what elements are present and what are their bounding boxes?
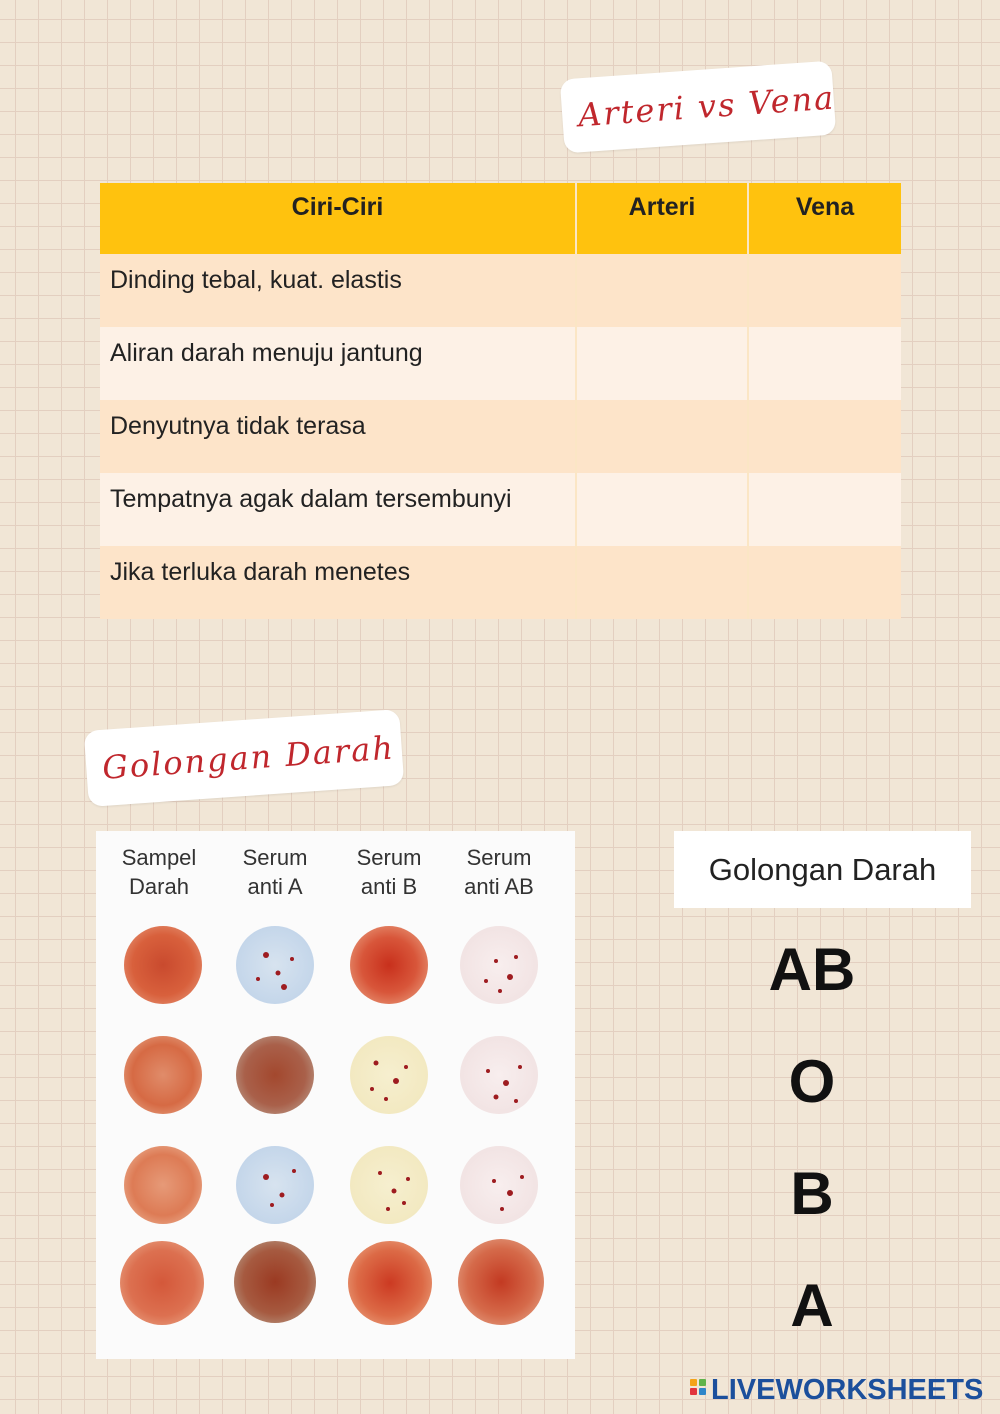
table-row <box>100 473 901 546</box>
column-label-serum-anti-ab: Serum anti AB <box>464 845 534 899</box>
arteri-answer-cell[interactable] <box>576 400 748 473</box>
table-header-row <box>100 183 901 254</box>
header-arteri: Arteri <box>576 183 748 254</box>
header-vena: Vena <box>748 183 901 254</box>
table-row <box>100 400 901 473</box>
table-row <box>100 327 901 400</box>
row-characteristic: Denyutnya tidak terasa <box>100 400 576 473</box>
vena-answer-cell[interactable] <box>748 327 901 400</box>
row-characteristic: Dinding tebal, kuat. elastis <box>100 254 576 327</box>
arteri-vena-title-tag: Arteri vs Vena <box>560 61 836 154</box>
arteri-answer-cell[interactable] <box>576 254 748 327</box>
arteri-answer-cell[interactable] <box>576 473 748 546</box>
answer-drop-box[interactable] <box>674 831 971 908</box>
vena-answer-cell[interactable] <box>748 254 901 327</box>
liveworksheets-logo <box>690 1374 983 1406</box>
option-a[interactable]: A <box>790 1272 834 1339</box>
header-ciri-ciri: Ciri-Ciri <box>100 183 576 254</box>
agglutination-specks <box>96 831 575 1359</box>
table-row <box>100 546 901 619</box>
arteri-answer-cell[interactable] <box>576 546 748 619</box>
brand-name: LIVEWORKSHEETS <box>711 1373 984 1406</box>
column-label-sampel-darah: Sampel Darah <box>121 845 197 899</box>
option-b[interactable]: B <box>790 1160 834 1227</box>
column-label-serum-anti-a: Serum anti A <box>242 845 308 899</box>
row-characteristic: Tempatnya agak dalam tersembunyi <box>100 473 576 546</box>
golongan-darah-title-tag: Golongan Darah <box>84 709 405 807</box>
arteri-answer-cell[interactable] <box>576 327 748 400</box>
vena-answer-cell[interactable] <box>748 473 901 546</box>
vena-answer-cell[interactable] <box>748 400 901 473</box>
row-characteristic: Jika terluka darah menetes <box>100 546 576 619</box>
row-characteristic: Aliran darah menuju jantung <box>100 327 576 400</box>
vena-answer-cell[interactable] <box>748 546 901 619</box>
liveworksheets-mark-icon <box>690 1379 708 1401</box>
table-row <box>100 254 901 327</box>
arteri-vena-table <box>100 183 901 619</box>
answer-box-label: Golongan Darah <box>708 851 937 887</box>
column-label-serum-anti-b: Serum anti B <box>356 845 422 899</box>
option-o[interactable]: O <box>788 1048 836 1115</box>
option-ab[interactable]: AB <box>768 936 856 1003</box>
